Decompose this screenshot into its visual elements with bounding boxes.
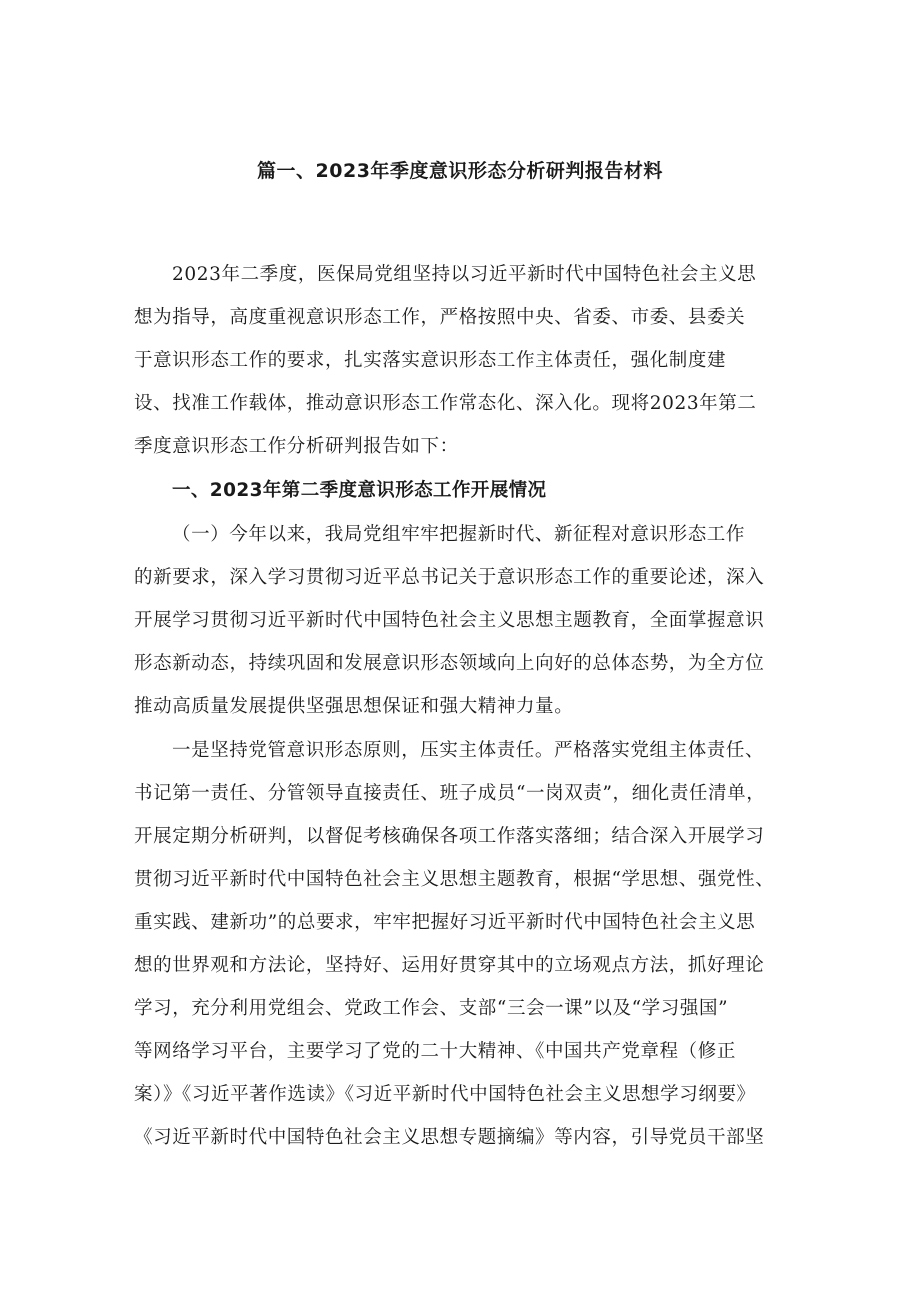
intro-line: 于意识形态工作的要求，扎实落实意识形态工作主体责任，强化制度建	[134, 350, 727, 371]
paragraph-line: 开展定期分析研判，以督促考核确保各项工作落实落细；结合深入开展学习	[134, 826, 765, 847]
paragraph-line: 一是坚持党管意识形态原则，压实主体责任。严格落实党组主体责任、	[172, 740, 765, 761]
paragraph-line: 形态新动态，持续巩固和发展意识形态领域向上向好的总体态势，为全方位	[134, 653, 765, 674]
intro-line: 2023年二季度，医保局党组坚持以习近平新时代中国特色社会主义思	[172, 264, 757, 285]
paragraph-line: 的新要求，深入学习贯彻习近平总书记关于意识形态工作的重要论述，深入	[134, 567, 765, 588]
paragraph-line: 想的世界观和方法论，坚持好、运用好贯穿其中的立场观点方法，抓好理论	[134, 955, 765, 976]
paragraph-line: 开展学习贯彻习近平新时代中国特色社会主义思想主题教育，全面掌握意识	[134, 610, 765, 631]
paragraph-line: 学习，充分利用党组会、党政工作会、支部“三会一课”以及“学习强国”	[134, 998, 729, 1019]
intro-line: 想为指导，高度重视意识形态工作，严格按照中央、省委、市委、县委关	[134, 307, 746, 328]
paragraph-line: 案）》《习近平著作选读》《习近平新时代中国特色社会主义思想学习纲要》	[134, 1084, 756, 1105]
paragraph-line: 重实践、建新功”的总要求，牢牢把握好习近平新时代中国特色社会主义思	[134, 912, 756, 933]
paragraph-line: 等网络学习平台，主要学习了党的二十大精神、《中国共产党章程（修正	[134, 1041, 736, 1062]
intro-line: 设、找准工作载体，推动意识形态工作常态化、深入化。现将2023年第二	[134, 393, 757, 414]
paragraph-line: （一）今年以来，我局党组牢牢把握新时代、新征程对意识形态工作	[172, 524, 746, 545]
section-heading: 一、2023年第二季度意识形态工作开展情况	[172, 480, 547, 501]
paragraph-line: 推动高质量发展提供坚强思想保证和强大精神力量。	[134, 696, 574, 717]
intro-line: 季度意识形态工作分析研判报告如下：	[134, 436, 459, 457]
paragraph-line: 书记第一责任、分管领导直接责任、班子成员“一岗双责”，细化责任清单，	[134, 783, 766, 804]
document-title: 篇一、2023年季度意识形态分析研判报告材料	[257, 160, 663, 182]
paragraph-line: 贯彻习近平新时代中国特色社会主义思想主题教育，根据“学思想、强党性、	[134, 869, 775, 890]
paragraph-line: 《习近平新时代中国特色社会主义思想专题摘编》等内容，引导党员干部坚	[134, 1127, 765, 1148]
